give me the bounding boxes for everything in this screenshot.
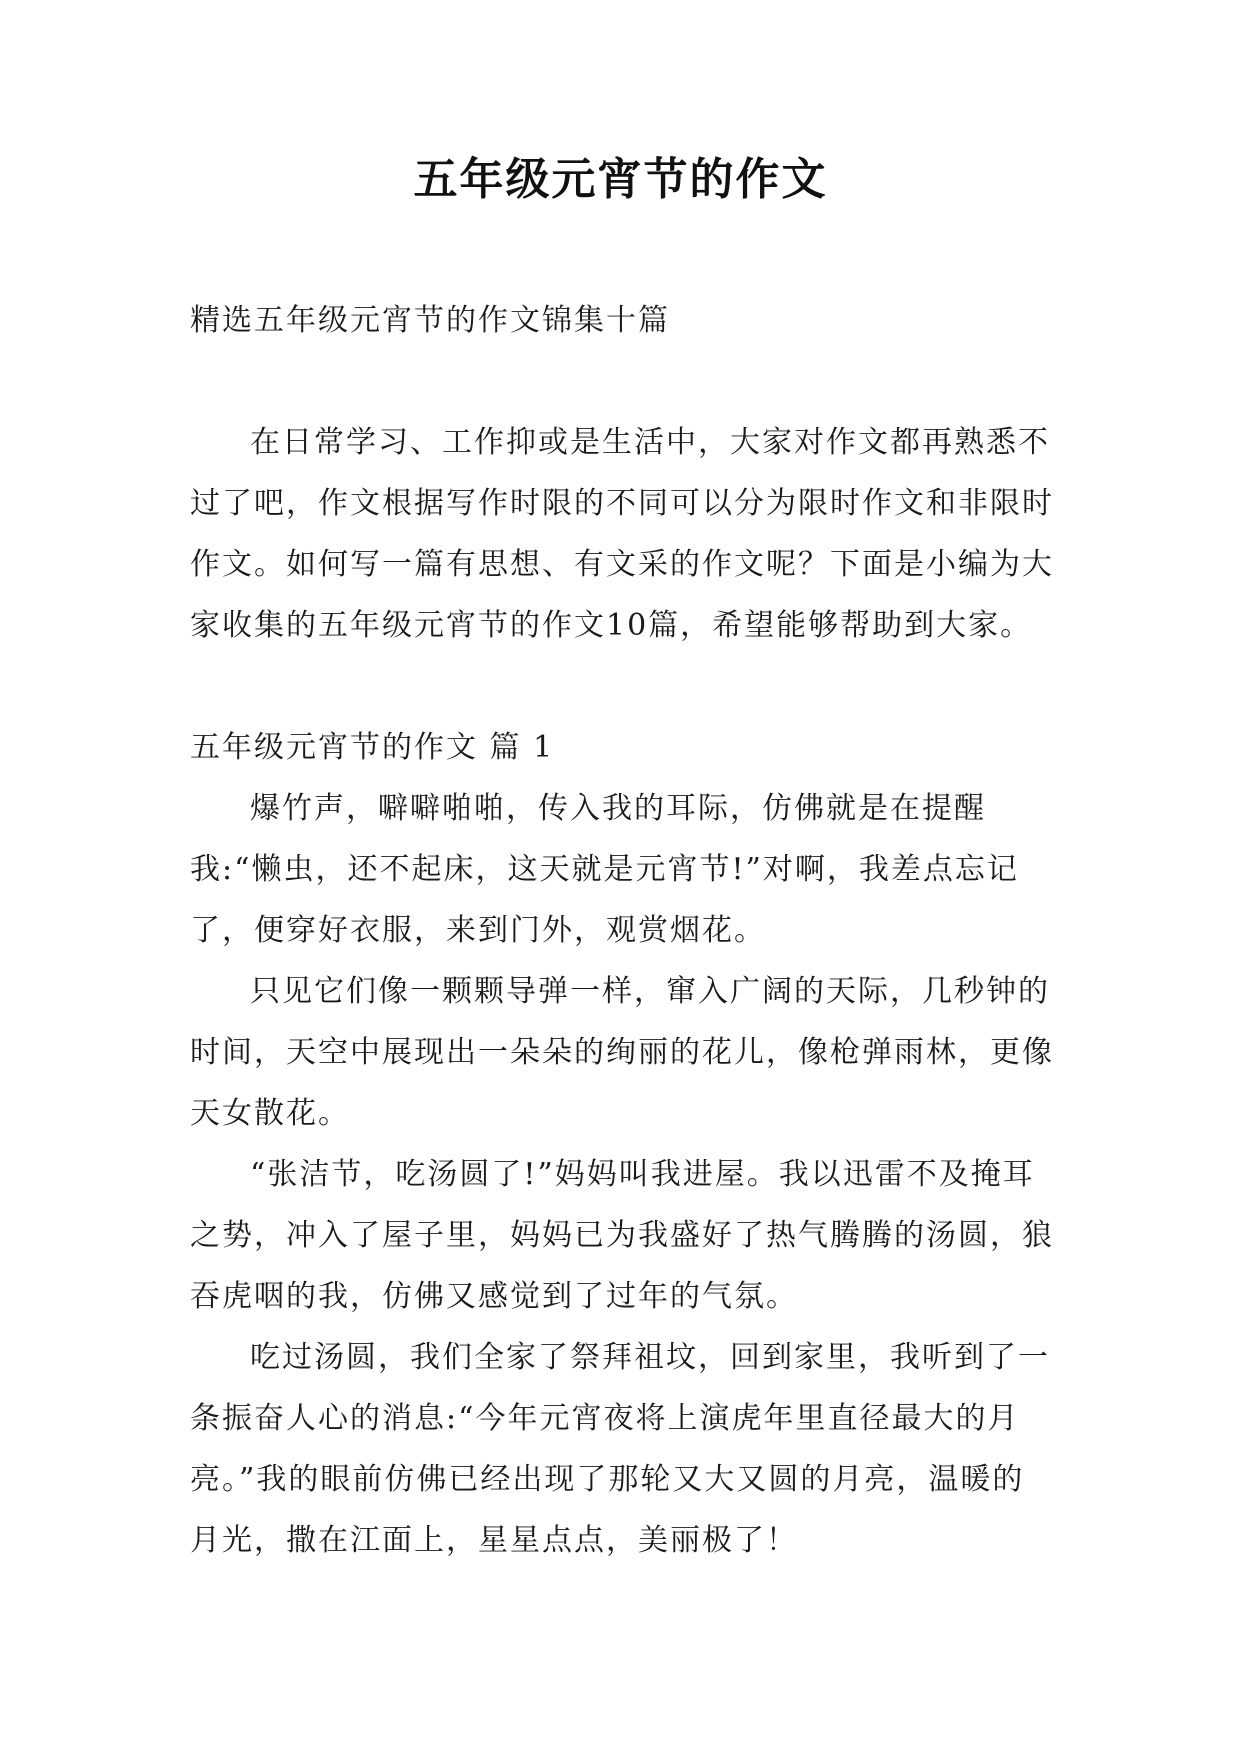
body-paragraph-4: 吃过汤圆，我们全家了祭拜祖坟，回到家里，我听到了一条振奋人心的消息:“今年元宵夜将上演虎年里直径最大的月亮。”我的眼前仿佛已经出现了那轮又大又圆的月亮，温暖的月光，撒在江面上，星星点点，美丽极了！ xyxy=(190,1340,1050,1558)
document-subtitle: 精选五年级元宵节的作文锦集十篇 xyxy=(190,303,670,338)
section-heading: 五年级元宵节的作文 篇 1 xyxy=(190,730,555,765)
document-title: 五年级元宵节的作文 xyxy=(413,154,828,205)
document-body xyxy=(190,290,1056,1571)
body-paragraph-2: 只见它们像一颗颗导弹一样，窜入广阔的天际，几秒钟的时间，天空中展现出一朵朵的绚丽的花儿，像枪弹雨林，更像天女散花。 xyxy=(190,974,1054,1131)
body-paragraph-1: 爆竹声，噼噼啪啪，传入我的耳际，仿佛就是在提醒我:“懒虫，还不起床，这天就是元宵节!”对啊，我差点忘记了，便穿好衣服，来到门外，观赏烟花。 xyxy=(190,791,1019,948)
intro-paragraph: 在日常学习、工作抑或是生活中，大家对作文都再熟悉不过了吧，作文根据写作时限的不同可以分为限时作文和非限时作文。如何写一篇有思想、有文采的作文呢？下面是小编为大家收集的五年级元宵节的作文10篇，希望能够帮助到大家。 xyxy=(190,425,1054,643)
body-paragraph-3: “张洁节，吃汤圆了!”妈妈叫我进屋。我以迅雷不及掩耳之势，冲入了屋子里，妈妈已为我盛好了热气腾腾的汤圆，狼吞虎咽的我，仿佛又感觉到了过年的气氛。 xyxy=(190,1157,1054,1314)
